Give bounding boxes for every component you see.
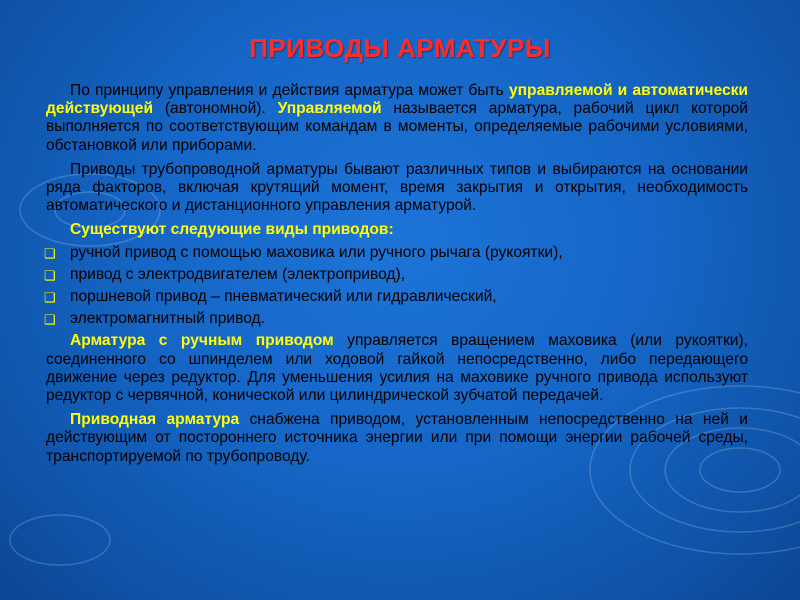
types-heading: Существуют следующие виды приводов:	[70, 221, 394, 239]
bullet-icon: ❑	[44, 245, 56, 261]
list-item: ❑ привод с электродвигателем (электропривод),	[46, 266, 748, 284]
intro-text-3: называется арматура, рабочий цикл которой выполняется по соответствующим командам в моменты, определяемые рабочими условиями, обстановкой или приборами.	[46, 100, 748, 154]
paragraph-powered-valve	[46, 411, 748, 466]
slide-body	[46, 82, 748, 472]
intro-highlight-2: Управляемой	[277, 100, 382, 118]
types-list	[46, 244, 748, 329]
powered-valve-highlight: Приводная арматура	[70, 411, 240, 429]
list-item: ❑ электромагнитный привод.	[46, 310, 748, 328]
paragraph-types: Приводы трубопроводной арматуры бывают различных типов и выбираются на основании ряда факторов, включая крутящий момент, время закрытия и открытия, необходимость автоматического и дистанционного управления арматурой.	[46, 160, 748, 215]
bullet-icon: ❑	[44, 290, 56, 306]
paragraph-intro	[46, 82, 748, 155]
intro-text-1: По принципу управления и действия арматура может быть	[70, 82, 509, 99]
intro-highlight-1: управляемой и автоматически действующей	[46, 82, 749, 118]
intro-text-2: (автономной).	[153, 100, 278, 118]
list-item: ❑ ручной привод с помощью маховика или ручного рычага (рукоятки),	[46, 244, 748, 262]
powered-valve-text: снабжена приводом, установленным непосредственно на ней и действующим от постороннего источника энергии или при помощи энергии рабочей среды, транспортируемой по трубопроводу.	[46, 411, 748, 465]
list-item: ❑ поршневой привод – пневматический или гидравлический,	[46, 288, 748, 306]
slide-title: ПРИВОДЫ АРМАТУРЫ	[249, 33, 551, 63]
manual-drive-highlight: Арматура с ручным приводом	[70, 332, 334, 350]
bullet-icon: ❑	[44, 267, 56, 283]
manual-drive-text: управляется вращением маховика (или рукоятки), соединенного со шпинделем или ходовой гайкой непосредственно, либо передающего движение через редуктор. Для уменьшения усилия на маховике ручного привода используют редуктор с червячной, конической или цилиндрической зубчатой передачей.	[46, 332, 749, 405]
paragraph-manual-drive	[46, 332, 748, 405]
bullet-icon: ❑	[44, 312, 56, 328]
